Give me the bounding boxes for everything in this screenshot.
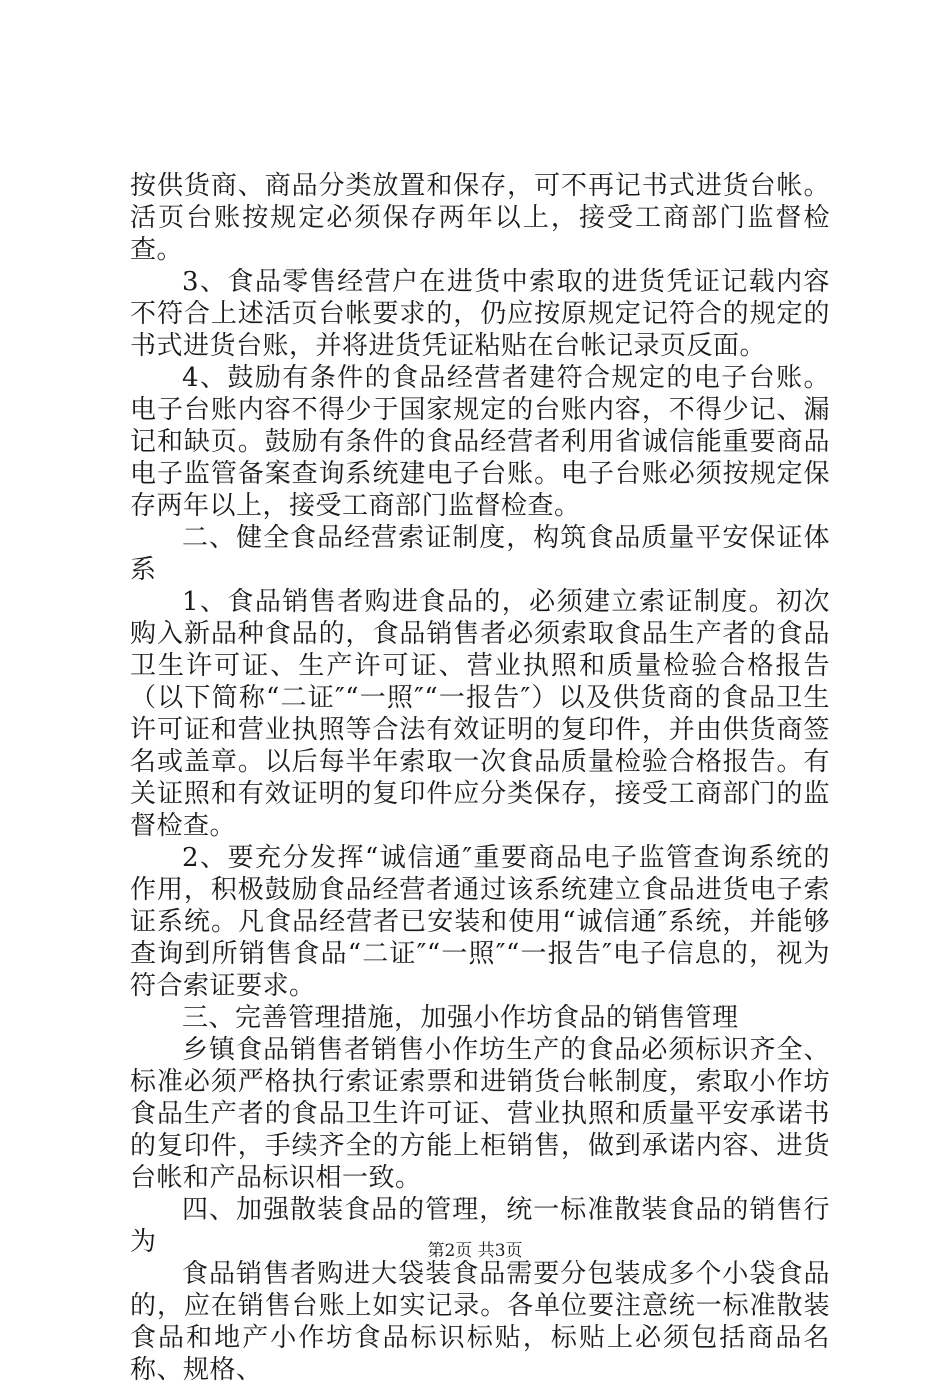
- paragraph-section4: 食品销售者购进大袋装食品需要分包装成多个小袋食品的，应在销售台账上如实记录。各单位要注意统一标准散装食品和地产小作坊食品标识标贴，标贴上必须包括商品名称、规格、: [130, 1259, 830, 1385]
- paragraph-continuation: 按供货商、商品分类放置和保存，可不再记书式进货台帐。活页台账按规定必须保存两年以上，接受工商部门监督检查。: [130, 171, 830, 265]
- document-body: [130, 170, 830, 1386]
- section-heading-2: 二、健全食品经营索证制度，构筑食品质量平安保证体系: [130, 523, 830, 585]
- paragraph-section3: 乡镇食品销售者销售小作坊生产的食品必须标识齐全、标准必须严格执行索证索票和进销货台帐制度，索取小作坊食品生产者的食品卫生许可证、营业执照和质量平安承诺书的复印件，手续齐全的方能上柜销售，做到承诺内容、进货台帐和产品标识相一致。: [130, 1035, 830, 1193]
- paragraph-item-4: 4、鼓励有条件的食品经营者建符合规定的电子台账。电子台账内容不得少于国家规定的台账内容，不得少记、漏记和缺页。鼓励有条件的食品经营者利用省诚信能重要商品电子监管备案查询系统建电子台账。电子台账必须按规定保存两年以上，接受工商部门监督检查。: [130, 363, 830, 521]
- section-heading-4: 四、加强散装食品的管理，统一标准散装食品的销售行为: [130, 1195, 830, 1257]
- paragraph-section2-item-1: 1、食品销售者购进食品的，必须建立索证制度。初次购入新品种食品的，食品销售者必须索取食品生产者的食品卫生许可证、生产许可证、营业执照和质量检验合格报告（以下简称“二证″“一照″“一报告″）以及供货商的食品卫生许可证和营业执照等合法有效证明的复印件，并由供货商签名或盖章。以后每半年索取一次食品质量检验合格报告。有关证照和有效证明的复印件应分类保存，接受工商部门的监督检查。: [130, 587, 830, 841]
- paragraph-section2-item-2: 2、要充分发挥“诚信通″重要商品电子监管查询系统的作用，积极鼓励食品经营者通过该系统建立食品进货电子索证系统。凡食品经营者已安装和使用“诚信通″系统，并能够查询到所销售食品“二证″“一照″“一报告″电子信息的，视为符合索证要求。: [130, 843, 830, 1001]
- paragraph-item-3: 3、食品零售经营户在进货中索取的进货凭证记载内容不符合上述活页台帐要求的，仍应按原规定记符合的规定的书式进货台账，并将进货凭证粘贴在台帐记录页反面。: [130, 267, 830, 361]
- page-number-footer: 第2页 共3页: [427, 1241, 523, 1261]
- section-heading-3: 三、完善管理措施，加强小作坊食品的销售管理: [182, 1003, 739, 1033]
